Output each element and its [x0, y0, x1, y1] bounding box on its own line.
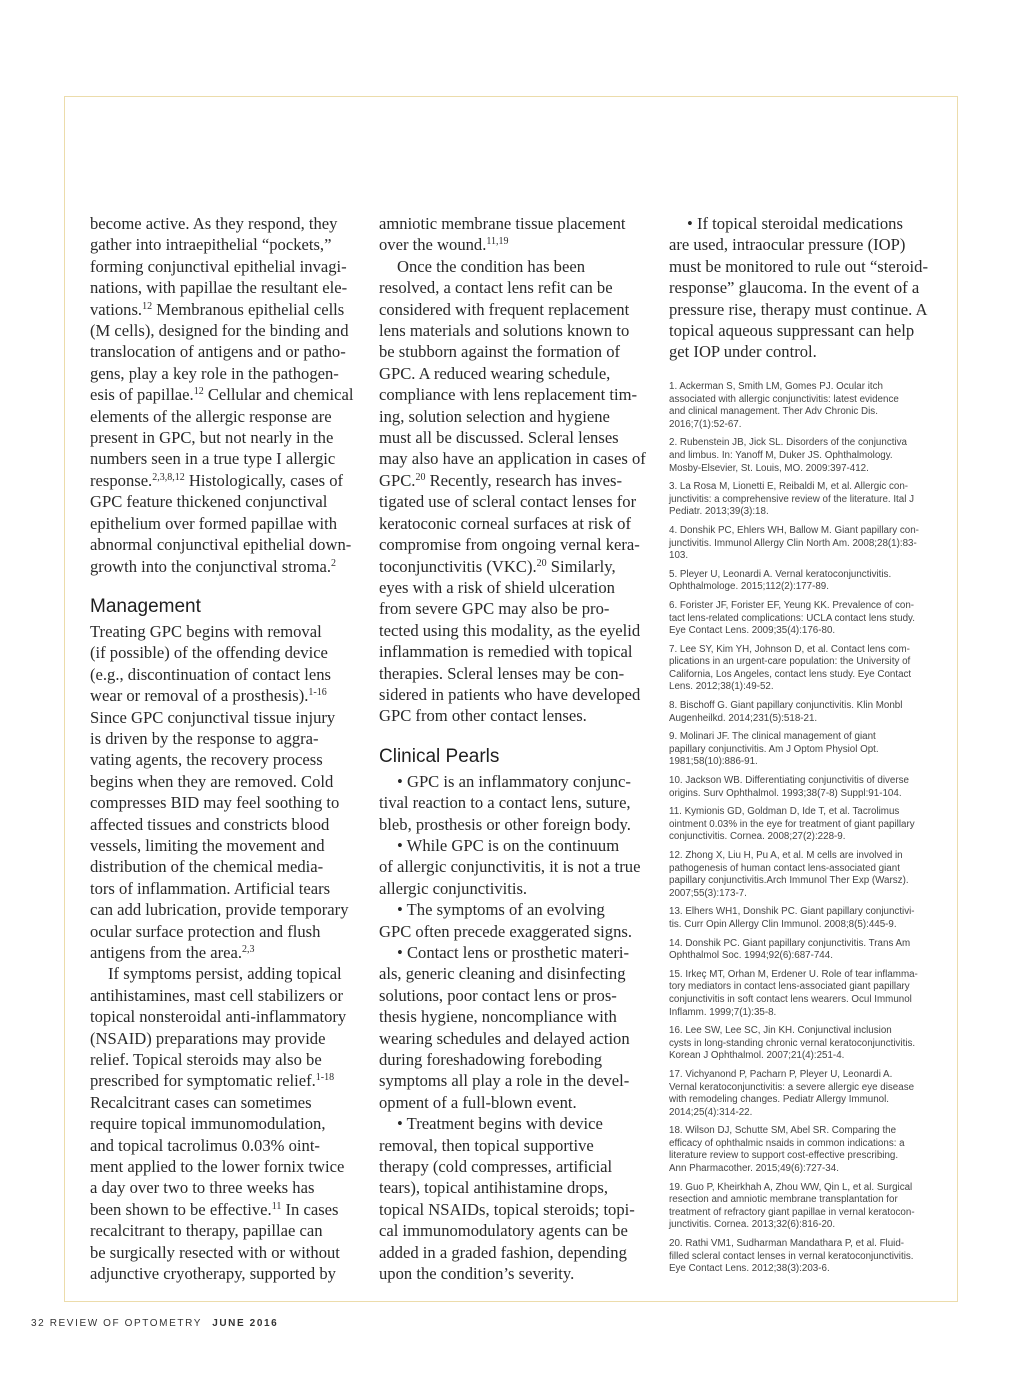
text-line: 2014;25(4):314-22. [669, 1106, 753, 1118]
text-line: Once the condition has been [397, 256, 586, 276]
text-line: abnormal conjunctival epithelial down- [90, 535, 352, 555]
text-line: therapies. Scleral lenses may be con- [379, 663, 625, 683]
text-line: (e.g., discontinuation of contact lens [90, 664, 332, 684]
text-line: bleb, prosthesis or other foreign body. [379, 814, 631, 834]
citation-superscript: 12 [142, 300, 153, 312]
text-line: ment applied to the lower fornix twice [90, 1157, 345, 1177]
text-line: ocular surface protection and flush [90, 921, 321, 941]
text-line: 9. Molinari JF. The clinical management of giant [669, 731, 876, 743]
text-line: sidered in patients who have developed [379, 684, 641, 704]
text-line: considered with frequent replacement [379, 299, 630, 319]
text-line: Vernal keratoconjunctivitis: a severe allergic eye disease [669, 1081, 915, 1093]
text-line: forming conjunctival epithelial invagi- [90, 256, 347, 276]
text-line: Korean J Ophthalmol. 2007;21(4):251-4. [669, 1050, 845, 1062]
text-line: and clinical management. Ther Adv Chronic Dis. [669, 406, 878, 418]
text-line: 2007;55(3):173-7. [669, 887, 747, 899]
text-line: solutions, poor contact lens or pros- [379, 985, 617, 1005]
text-line: 8. Bischoff G. Giant papillary conjunctivitis. Klin Monbl [669, 700, 903, 712]
text-line: GPC.$^{20}$ Recently, research has inves- [379, 470, 623, 490]
text-line: Mosby-Elsevier, St. Louis, MO. 2009:397-412. [669, 462, 869, 474]
pearl-item [379, 771, 651, 835]
text-line: efficacy of ophthalmic nsaids in common indications: a [669, 1137, 905, 1149]
text-line: esis of papillae.$^{12}$ Cellular and chemical [90, 385, 354, 405]
reference-item [669, 481, 939, 519]
text-line: eyes with a risk of shield ulceration [379, 577, 615, 597]
text-line: pressure rise, therapy must continue. A [669, 299, 928, 319]
text-line: papillary conjunctivitis. Am J Optom Physiol Opt. [669, 743, 879, 755]
text-line: and limbus. In: Yanoff M, Duker JS. Ophthalmology. [669, 449, 893, 461]
text-line: associated with allergic conjunctivitis: latest evidence [669, 393, 899, 405]
references-list [669, 381, 939, 1282]
citation-superscript: 12 [193, 386, 204, 398]
text-line: toconjunctivitis (VKC).$^{20}$ Similarly, [379, 556, 616, 576]
column-1 [90, 213, 358, 1285]
text-line: vations.$^{12}$ Membranous epithelial cells [90, 299, 345, 319]
text-line: 2. Rubenstein JB, Jick SL. Disorders of the conjunctiva [669, 437, 907, 449]
text-line: tears), topical antihistamine drops, [379, 1178, 609, 1198]
text-line: GPC often precede exaggerated signs. [379, 921, 632, 941]
reference-item [669, 969, 939, 1019]
text-line: tival reaction to a contact lens, suture, [379, 793, 631, 813]
citation-superscript: 2 [331, 557, 337, 569]
citation-superscript: 2,3,8,12 [152, 471, 185, 483]
text-line: 11. Kymionis GD, Goldman D, Ide T, et al. Tacrolimus [669, 806, 900, 818]
text-line: gens, play a key role in the pathogen- [90, 363, 339, 383]
text-line: present in GPC, but not nearly in the [90, 428, 334, 448]
text-line: relief. Topical steroids may also be [90, 1050, 322, 1070]
reference-item [669, 1125, 939, 1175]
text-line: 2016;7(1):52-67. [669, 418, 742, 430]
text-line: 5. Pleyer U, Leonardi A. Vernal keratoconjunctivitis. [669, 568, 892, 580]
text-line: cysts in long-standing chronic vernal keratoconjunctivitis. [669, 1037, 916, 1049]
text-line: Ann Pharmacother. 2015;49(6):727-34. [669, 1163, 839, 1175]
text-line: lens materials and solutions known to [379, 321, 630, 341]
reference-item [669, 1025, 939, 1063]
text-line: Since GPC conjunctival tissue injury [90, 707, 336, 727]
text-line: • The symptoms of an evolving [397, 900, 605, 920]
reference-item [669, 1182, 939, 1232]
col2-paragraph-2 [379, 256, 651, 727]
text-line: 1981;58(10):886-91. [669, 756, 758, 768]
text-line: GPC feature thickened conjunctival [90, 492, 328, 512]
text-line: resection and amniotic membrane transplantation for [669, 1194, 898, 1206]
text-line: (NSAID) preparations may provide [90, 1028, 326, 1048]
citation-superscript: 1-18 [315, 1072, 335, 1084]
text-line: wearing schedules and delayed action [379, 1028, 630, 1048]
text-line: Recalcitrant cases can sometimes [90, 1092, 312, 1112]
text-line: GPC from other contact lenses. [379, 706, 587, 726]
text-line: tigated use of scleral contact lenses for [379, 492, 637, 512]
text-line: literature review to support cost-effective prescribing. [669, 1150, 899, 1162]
citation-superscript: 20 [415, 471, 426, 483]
text-line: treatment of refractory giant papillae in vernal keratocon- [669, 1206, 915, 1218]
text-line: compliance with lens replacement tim- [379, 385, 638, 405]
text-line: with remodeling changes. Pediatr Allergy Immunol. [669, 1094, 889, 1106]
text-line: tact lens-related complications: UCLA contact lens study. [669, 612, 915, 624]
text-line: numbers seen in a true type I allergic [90, 449, 336, 469]
text-line: from severe GPC may also be pro- [379, 599, 610, 619]
text-line: 14. Donshik PC. Giant papillary conjunctivitis. Trans Am [669, 937, 911, 949]
text-line: Eye Contact Lens. 2009;35(4):176-80. [669, 625, 836, 637]
text-line: growth into the conjunctival stroma.$^2$ [90, 556, 337, 576]
text-line: during foreshadowing foreboding [379, 1050, 603, 1070]
text-line: 18. Wilson DJ, Schutte SM, Abel SR. Comparing the [669, 1125, 897, 1137]
text-line: begins when they are removed. Cold [90, 771, 334, 791]
text-line: elements of the allergic response are [90, 406, 332, 426]
text-line: vessels, limiting the movement and [90, 835, 325, 855]
text-line: Ophthalmologe. 2015;112(2):177-89. [669, 581, 829, 593]
text-line: may also have an application in cases of [379, 449, 646, 469]
management-heading: Management [90, 595, 201, 617]
text-line: are used, intraocular pressure (IOP) [669, 235, 906, 255]
text-line: distribution of the chemical media- [90, 857, 324, 877]
reference-item [669, 644, 939, 694]
text-line: junctivitis. Immunol Allergy Clin North Am. 2008;28(1):83- [669, 537, 917, 549]
text-line: 20. Rathi VM1, Sudharman Mandathara P, et al. Fluid- [669, 1238, 905, 1250]
text-line: affected tissues and constricts blood [90, 814, 330, 834]
text-line: be surgically resected with or without [90, 1242, 340, 1262]
text-line: (if possible) of the offending device [90, 643, 328, 663]
text-line: ing, solution selection and hygiene [379, 406, 610, 426]
column-3 [669, 213, 939, 363]
text-line: keratoconic corneal surfaces at risk of [379, 513, 632, 533]
text-line: • If topical steroidal medications [687, 214, 903, 233]
reference-item [669, 381, 939, 431]
reference-item [669, 850, 939, 900]
text-line: topical aqueous suppressant can help [669, 321, 915, 341]
text-line: inflammation is remedied with topical [379, 642, 633, 662]
text-line: junctivitis: a comprehensive review of the literature. Ital J [669, 493, 915, 505]
citation-superscript: 11 [271, 1200, 282, 1212]
text-line: recalcitrant to therapy, papillae can [90, 1221, 323, 1241]
text-line: (M cells), designed for the binding and [90, 321, 349, 341]
text-line: 10. Jackson WB. Differentiating conjunctivitis of diverse [669, 775, 909, 787]
text-line: ointment 0.03% in the eye for treatment of giant papillary [669, 818, 915, 830]
text-line: antihistamines, mast cell stabilizers or [90, 985, 343, 1005]
text-line: tory mediators in contact lens-associated giant papillary [669, 981, 910, 993]
text-line: • Contact lens or prosthetic materi- [397, 943, 630, 962]
pearl-item [379, 942, 651, 1113]
text-line: is driven by the response to aggra- [90, 728, 319, 748]
reference-item [669, 437, 939, 475]
text-line: 19. Guo P, Kheirkhah A, Zhou WW, Qin L, et al. Surgical [669, 1181, 913, 1193]
text-line: amniotic membrane tissue placement [379, 214, 626, 233]
reference-item [669, 700, 939, 725]
text-line: gather into intraepithelial “pockets,” [90, 235, 332, 255]
citation-superscript: 20 [536, 557, 547, 569]
text-line: tors of inflammation. Artificial tears [90, 878, 331, 898]
text-line: plications in an urgent-care population: the University of [669, 656, 911, 668]
text-line: nations, with papillae the resultant ele- [90, 278, 348, 298]
text-line: of allergic conjunctivitis, it is not a true [379, 857, 641, 877]
text-line: 15. Irkeç MT, Orhan M, Erdener U. Role of tear inflamma- [669, 968, 918, 980]
text-line: can add lubrication, provide temporary [90, 900, 349, 920]
text-line: 17. Vichyanond P, Pacharn P, Pleyer U, Leonardi A. [669, 1068, 893, 1080]
text-line: 3. La Rosa M, Lionetti E, Reibaldi M, et al. Allergic con- [669, 481, 909, 493]
text-line: If symptoms persist, adding topical [108, 964, 342, 984]
text-line: and topical tacrolimus 0.03% oint- [90, 1135, 320, 1155]
text-line: Eye Contact Lens. 2012;38(3):203-6. [669, 1263, 830, 1275]
text-line: Inflamm. 1999;7(1):35-8. [669, 1006, 777, 1018]
text-line: GPC. A reduced wearing schedule, [379, 363, 611, 383]
reference-item [669, 569, 939, 594]
text-line: topical NSAIDs, topical steroids; topi- [379, 1199, 635, 1219]
text-line: 4. Donshik PC, Ehlers WH, Ballow M. Giant papillary con- [669, 524, 919, 536]
text-line: allergic conjunctivitis. [379, 878, 528, 898]
text-line: California, Los Angeles, contact lens study. Eye Contact [669, 668, 912, 680]
col1-paragraph-3 [90, 963, 358, 1284]
reference-item [669, 600, 939, 638]
text-line: adjunctive cryotherapy, supported by [90, 1264, 336, 1284]
text-line: compromise from ongoing vernal kera- [379, 535, 640, 555]
issue-date: JUNE 2016 [212, 1318, 279, 1329]
text-line: tected using this modality, as the eyelid [379, 620, 641, 640]
text-line: require topical immunomodulation, [90, 1114, 326, 1134]
text-line: 12. Zhong X, Liu H, Pu A, et al. M cells are involved in [669, 850, 903, 861]
pearl-item [379, 1113, 651, 1284]
text-line: 13. Elhers WH1, Donshik PC. Giant papillary conjunctivi- [669, 906, 915, 918]
text-line: • Treatment begins with device [397, 1114, 603, 1134]
text-line: conjunctivitis. Cornea. 2008;27(2):228-9. [669, 831, 846, 843]
text-line: be stubborn against the formation of [379, 342, 621, 362]
text-line: over the wound.$^{11,19}$ [379, 235, 509, 255]
text-line: Augenheilkd. 2014;231(5):518-21. [669, 712, 818, 724]
reference-item [669, 525, 939, 563]
col3-bullet [669, 213, 939, 363]
text-line: wear or removal of a prosthesis).$^{1-16}$ [90, 686, 327, 706]
text-line: origins. Surv Ophthalmol. 1993;38(7-8) Suppl:91-104. [669, 787, 902, 799]
text-line: als, generic cleaning and disinfecting [379, 964, 626, 984]
text-line: topical nonsteroidal anti-inflammatory [90, 1007, 347, 1027]
text-line: opment of a full-blown event. [379, 1092, 577, 1112]
citation-superscript: 11,19 [486, 236, 509, 248]
text-line: removal, then topical supportive [379, 1135, 594, 1155]
publication-name: REVIEW OF OPTOMETRY [49, 1318, 202, 1329]
text-line: compresses BID may feel soothing to [90, 793, 340, 813]
col2-paragraph-1 [379, 213, 651, 256]
text-line: resolved, a contact lens refit can be [379, 278, 613, 298]
text-line: cal immunomodulatory agents can be [379, 1221, 628, 1241]
column-2 [379, 213, 651, 1285]
text-line: thesis hygiene, noncompliance with [379, 1007, 617, 1027]
text-line: a day over two to three weeks has [90, 1178, 315, 1198]
text-line: prescribed for symptomatic relief.$^{1-18}$ [90, 1071, 335, 1091]
text-line: response.$^{2,3,8,12}$ Histologically, cases of [90, 470, 344, 490]
text-line: get IOP under control. [669, 342, 817, 362]
text-line: must all be discussed. Scleral lenses [379, 428, 619, 448]
text-line: • While GPC is on the continuum [397, 835, 620, 855]
text-line: vating agents, the recovery process [90, 750, 323, 770]
reference-item [669, 806, 939, 844]
text-line: junctivitis. Cornea. 2013;32(6):816-20. [669, 1219, 836, 1231]
text-line: added in a graded fashion, depending [379, 1242, 627, 1262]
text-line: symptoms all play a role in the devel- [379, 1071, 630, 1091]
reference-item [669, 731, 939, 769]
text-line: 7. Lee SY, Kim YH, Johnson D, et al. Contact lens com- [669, 643, 910, 655]
clinical-pearls-heading: Clinical Pearls [379, 745, 500, 767]
text-line: become active. As they respond, they [90, 214, 338, 233]
text-line: antigens from the area.$^{2,3}$ [90, 943, 255, 962]
text-line: response” glaucoma. In the event of a [669, 278, 920, 298]
text-line: upon the condition’s severity. [379, 1264, 575, 1284]
text-line: 16. Lee SW, Lee SC, Jin KH. Conjunctival inclusion [669, 1025, 892, 1037]
citation-superscript: 2,3 [242, 944, 255, 955]
text-line: papillary conjunctivitis.Arch Immunol Ther Exp (Warsz). [669, 875, 909, 887]
text-line: filled scleral contact lenses in vernal keratoconjunctivitis. [669, 1250, 914, 1262]
text-line: translocation of antigens and or patho- [90, 342, 346, 362]
text-line: Lens. 2012;38(1):49-52. [669, 681, 774, 693]
text-line: Ophthalmol Soc. 1994;92(6):687-744. [669, 950, 833, 962]
text-line: Pediatr. 2013;39(3):18. [669, 506, 769, 518]
text-line: pathogenesis of human contact lens-associated giant [669, 862, 900, 874]
page-number: 32 [31, 1318, 46, 1329]
pearl-item [379, 835, 651, 899]
text-line: been shown to be effective.$^{11}$ In cases [90, 1199, 339, 1219]
citation-superscript: 1-16 [308, 687, 327, 699]
text-line: epithelium over formed papillae with [90, 513, 337, 533]
pearls-list [379, 771, 651, 1285]
text-line: • GPC is an inflammatory conjunc- [397, 771, 631, 791]
text-line: therapy (cold compresses, artificial [379, 1157, 613, 1177]
reference-item [669, 906, 939, 931]
text-line: 6. Forister JF, Forister EF, Yeung KK. Prevalence of con- [669, 599, 915, 611]
text-line: 1. Ackerman S, Smith LM, Gomes PJ. Ocular itch [669, 381, 883, 392]
text-line: conjunctivitis in soft contact lens wearers. Ocul Immunol [669, 993, 912, 1005]
reference-item [669, 1238, 939, 1276]
reference-item [669, 775, 939, 800]
col1-paragraph-2 [90, 621, 358, 964]
pearl-item [379, 899, 651, 942]
col1-paragraph-1 [90, 213, 358, 577]
reference-item [669, 1069, 939, 1119]
text-line: Treating GPC begins with removal [90, 621, 322, 641]
reference-item [669, 938, 939, 963]
page-footer [31, 1318, 278, 1329]
text-line: 103. [669, 550, 689, 562]
text-line: tis. Curr Opin Allergy Clin Immunol. 2008;8(5):445-9. [669, 918, 897, 930]
text-line: must be monitored to rule out “steroid- [669, 256, 928, 276]
